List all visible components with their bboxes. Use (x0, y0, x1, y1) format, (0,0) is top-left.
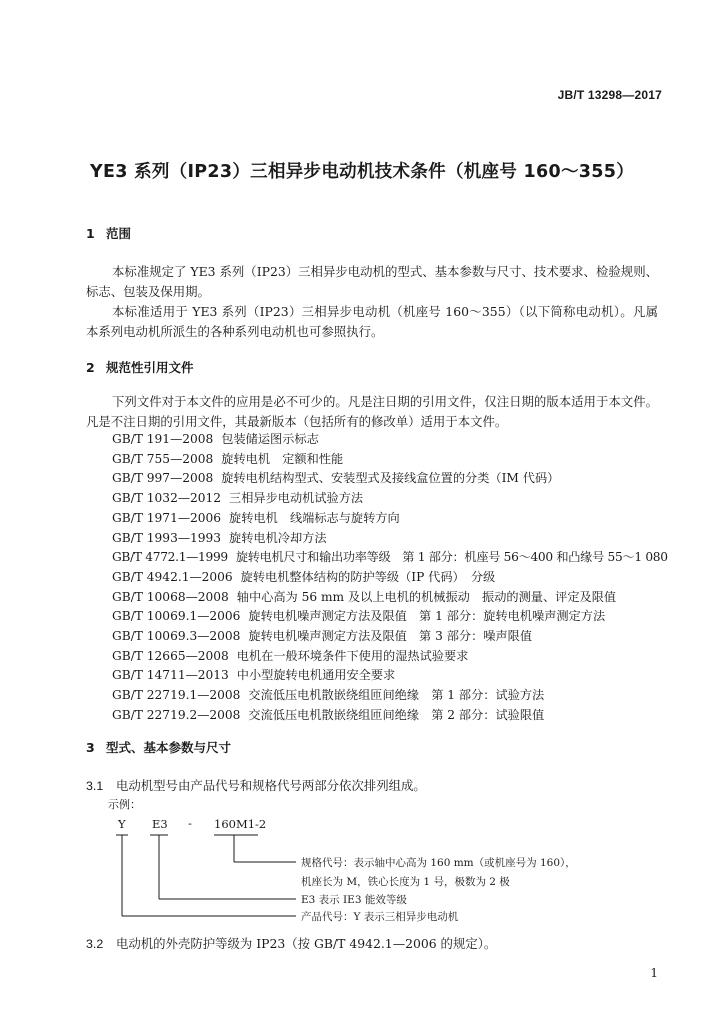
reference-title: 交流低压电机散嵌绕组匝间绝缘 第 2 部分：试验限值 (248, 707, 545, 722)
document-title: YE3 系列（IP23）三相异步电动机技术条件（机座号 160～355） (89, 162, 635, 182)
reference-title: 旋转电机 定额和性能 (221, 451, 344, 466)
reference-title: 中小型旋转电机通用安全要求 (236, 668, 396, 683)
diagram-part-e3: E3 (152, 817, 168, 831)
reference-code: GB/T 1993—1993 (112, 530, 222, 545)
reference-title: 旋转电机结构型式、安装型式及接线盒位置的分类（IM 代码） (221, 471, 560, 486)
clause-3-1 (86, 776, 426, 794)
section-2-intro: 下列文件对于本文件的应用是必不可少的。凡是注日期的引用文件，仅注日期的版本适用于本文件。凡是不注日期的引用文件，其最新版本（包括所有的修改单）适用于本文件。 (86, 394, 658, 429)
clause-3-2-text: 电动机的外壳防护等级为 IP23（按 GB/T 4942.1—2006 的规定）。 (116, 936, 497, 951)
reference-code: GB/T 1032—2012 (112, 491, 222, 506)
reference-code: GB/T 10069.1—2006 (112, 609, 241, 624)
clause-3-2 (86, 934, 496, 952)
reference-title: 旋转电机噪声测定方法及限值 第 3 部分：噪声限值 (248, 629, 533, 644)
reference-code: GB/T 1971—2006 (112, 510, 222, 525)
reference-item (112, 529, 668, 549)
note-spec-line-1: 规格代号：表示轴中心高为 160 mm（或机座号为 160）， (301, 857, 576, 869)
reference-item (112, 666, 668, 686)
reference-title: 电机在一般环境条件下使用的湿热试验要求 (236, 648, 469, 663)
page-number: 1 (650, 966, 658, 980)
reference-item (112, 430, 668, 450)
reference-code: GB/T 191—2008 (112, 432, 214, 446)
section-1-paragraph-1: 本标准规定了 YE3 系列（IP23）三相异步电动机的型式、基本参数与尺寸、技术要求、检验规则、标志、包装及保用期。 (86, 264, 658, 299)
reference-code: GB/T 4772.1—1999 (112, 550, 228, 565)
reference-title: 旋转电机冷却方法 (229, 530, 327, 545)
section-2-number: 2 (86, 360, 95, 375)
section-2-title: 规范性引用文件 (106, 360, 194, 375)
reference-item (112, 509, 668, 529)
section-1-heading (86, 224, 131, 242)
reference-code: GB/T 997—2008 (112, 471, 214, 486)
reference-item (112, 686, 668, 706)
reference-item (112, 489, 668, 509)
section-3-number: 3 (86, 740, 95, 755)
reference-item (112, 469, 668, 489)
reference-title: 轴中心高为 56 mm 及以上电机的机械振动 振动的测量、评定及限值 (236, 589, 617, 604)
section-1-title: 范围 (106, 226, 132, 241)
clause-3-1-text: 电动机型号由产品代号和规格代号两部分依次排列组成。 (116, 778, 426, 793)
reference-item (112, 627, 668, 647)
section-1-paragraph-2: 本标准适用于 YE3 系列（IP23）三相异步电动机（机座号 160～355）（以下简称电动机）。凡属本系列电动机所派生的各种系列电动机也可参照执行。 (86, 304, 658, 339)
reference-item (112, 607, 668, 627)
diagram-part-spec: 160M1-2 (214, 817, 267, 831)
reference-code: GB/T 22719.1—2008 (112, 688, 241, 703)
reference-code: GB/T 755—2008 (112, 451, 214, 466)
reference-title: 旋转电机整体结构的防护等级（IP 代码） 分级 (240, 569, 496, 584)
reference-title: 三相异步电动机试验方法 (229, 491, 364, 506)
clause-3-2-number: 3.2 (86, 937, 104, 951)
note-y: 产品代号：Y 表示三相异步电动机 (301, 911, 459, 923)
section-3-title: 型式、基本参数与尺寸 (106, 740, 232, 755)
reference-code: GB/T 12665—2008 (112, 648, 229, 663)
reference-code: GB/T 10069.3—2008 (112, 629, 241, 644)
diagram-part-y: Y (118, 817, 126, 831)
reference-code: GB/T 10068—2008 (112, 589, 229, 604)
reference-item (112, 548, 668, 568)
reference-code: GB/T 4942.1—2006 (112, 569, 233, 584)
section-2-heading (86, 358, 194, 376)
reference-item (112, 568, 668, 588)
reference-item (112, 647, 668, 667)
clause-3-1-number: 3.1 (86, 779, 104, 793)
reference-title: 旋转电机噪声测定方法及限值 第 1 部分：旋转电机噪声测定方法 (248, 609, 606, 624)
example-label: 示例： (108, 798, 141, 811)
standard-code: JB/T 13298—2017 (557, 88, 662, 102)
reference-title: 旋转电机 线端标志与旋转方向 (229, 510, 400, 525)
diagram-dash: - (188, 816, 192, 830)
reference-title: 旋转电机尺寸和输出功率等级 第 1 部分：机座号 56～400 和凸缘号 55～1 080 (235, 550, 668, 565)
note-spec-line-2: 机座长为 M，铁心长度为 1 号，极数为 2 极 (301, 876, 510, 888)
note-e3: E3 表示 IE3 能效等级 (301, 894, 407, 906)
section-1-number: 1 (86, 226, 95, 241)
reference-title: 包装储运图示标志 (221, 432, 319, 446)
reference-item (112, 450, 668, 470)
reference-code: GB/T 22719.2—2008 (112, 707, 241, 722)
section-3-heading (86, 738, 231, 756)
normative-references-list (112, 430, 668, 726)
reference-code: GB/T 14711—2013 (112, 668, 229, 683)
reference-item (112, 588, 668, 608)
reference-item (112, 706, 668, 726)
reference-title: 交流低压电机散嵌绕组匝间绝缘 第 1 部分：试验方法 (248, 688, 545, 703)
